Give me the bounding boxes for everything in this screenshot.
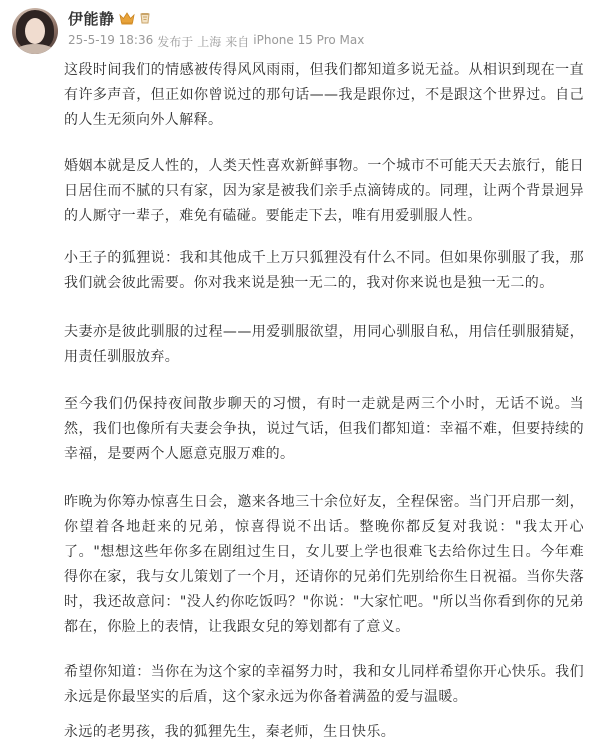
post-location: 上海 (197, 35, 222, 49)
source-label: 来自 (225, 35, 250, 49)
avatar-shoulder (14, 44, 56, 54)
crown-icon[interactable] (119, 11, 135, 25)
post-date[interactable]: 25-5-19 18:36 (68, 33, 154, 47)
username[interactable]: 伊能静 (68, 9, 115, 28)
post-paragraph: 希望你知道：当你在为这个家的幸福努力时，我和女儿同样希望你开心快乐。我们永远是你最坚实的后盾，这个家永远为你备着满盈的爱与温暖。 (64, 664, 584, 705)
post-paragraph: 小王子的狐狸说：我和其他成千上万只狐狸没有什么不同。但如果你驯服了我，那我们就会彼此需要。你对我来说是独一无二的，我对你来说也是独一无二的。 (64, 250, 584, 291)
post-paragraph: 昨晚为你筹办惊喜生日会，邀来各地三十余位好友，全程保密。当门开启那一刻，你望着各地赶来的兄弟，惊喜得说不出话。整晚你都反复对我说："我太开心了。"想想这些年你多在剧组过生日，女儿要上学也很难飞去给你过生日。今年难得你在家，我与女儿策划了一个月，还请你的兄弟们先别给你生日祝福。当你失落时，我还故意问："没人约你吃饭吗？"你说："大家忙吧。"所以当你看到你的兄弟都在，你脸上的表情，让我跟女兒的筹划都有了意义。 (64, 494, 584, 635)
published-in-label: 发布于 (157, 35, 194, 49)
post-paragraph: 至今我们仍保持夜间散步聊天的习惯，有时一走就是两三个小时，无话不说。当然，我们也像所有夫妻会争执，说过气话，但我们都知道：幸福不难，但要持续的幸福，是要两个人愿意克服万难的。 (64, 396, 584, 462)
post-device: iPhone 15 Pro Max (253, 33, 365, 47)
avatar-face (25, 18, 45, 44)
username-row (68, 7, 152, 29)
post-paragraph: 夫妻亦是彼此驯服的过程——用爱驯服欲望，用同心驯服自私，用信任驯服猜疑，用责任驯服放弃。 (64, 324, 584, 365)
post-paragraph: 永远的老男孩，我的狐狸先生，秦老师，生日快乐。 (64, 724, 396, 740)
post-meta (68, 33, 364, 50)
post-paragraph: 这段时间我们的情感被传得风风雨雨，但我们都知道多说无益。从相识到现在一直有许多声音，但正如你曾说过的那句话——我是跟你过，不是跟这个世界过。自己的人生无须向外人解释。 (64, 62, 584, 128)
avatar[interactable] (12, 8, 58, 54)
vip-badge-icon[interactable] (138, 11, 152, 25)
post-paragraph: 婚姻本就是反人性的，人类天性喜欢新鲜事物。一个城市不可能天天去旅行，能日日居住而不腻的只有家，因为家是被我们亲手点滴铸成的。同理，让两个背景迥异的人厮守一辈子，难免有磕碰。要能走下去，唯有用爱驯服人性。 (64, 158, 584, 224)
